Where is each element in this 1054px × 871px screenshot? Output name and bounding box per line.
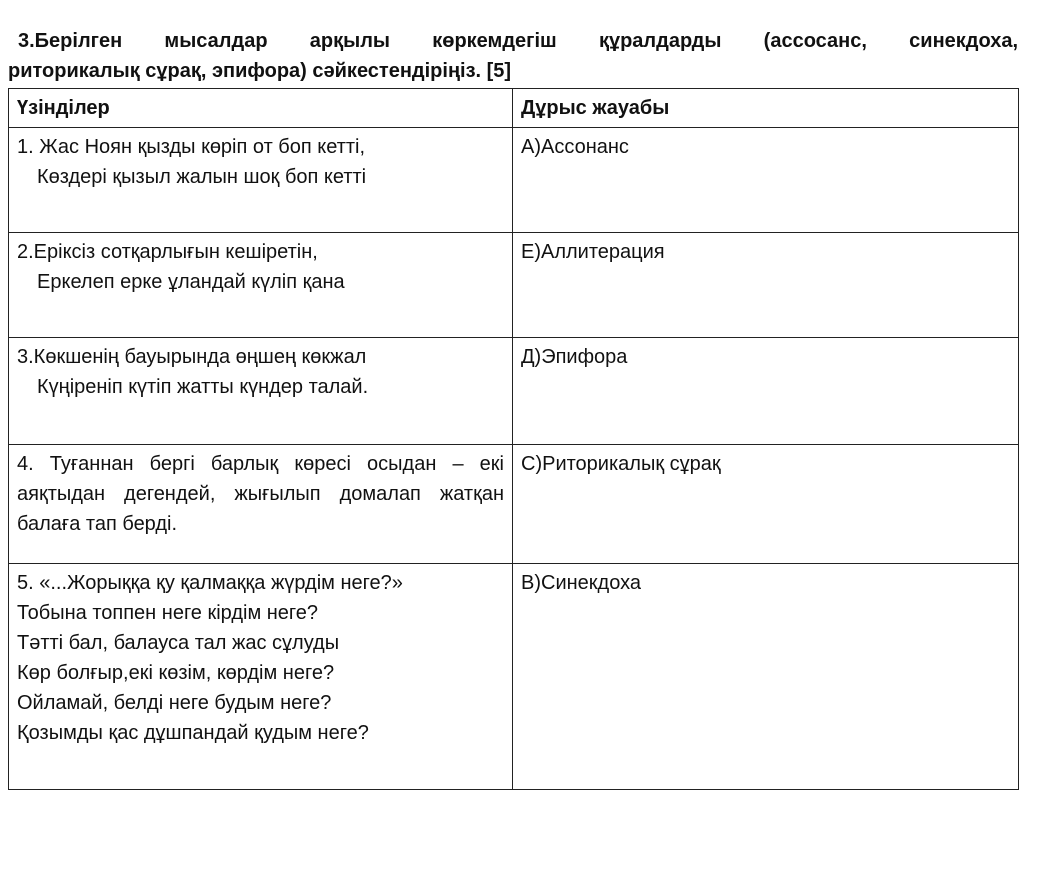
- excerpt-line: 2.Еріксіз сотқарлығын кешіретін,: [17, 241, 318, 263]
- excerpt-line: Қозымды қас дұшпандай қудым неге?: [17, 722, 369, 744]
- excerpt-line: Көр болғыр,екі көзім, көрдім неге?: [17, 662, 335, 684]
- excerpt-line: Тәтті бал, балауса тал жас сұлуды: [17, 632, 340, 654]
- excerpt-line: Ойламай, белді неге будым неге?: [17, 692, 332, 714]
- excerpt-line: Көздері қызыл жалын шоқ боп кетті: [37, 166, 367, 188]
- table-row: [9, 128, 1019, 233]
- answer-cell: [513, 128, 1019, 233]
- answer-cell: [513, 233, 1019, 338]
- excerpt-line: 5. «...Жорыққа қу қалмаққа жүрдім неге?»: [17, 572, 403, 594]
- answer-text: В)Синекдоха: [521, 572, 641, 594]
- table-row: [9, 445, 1019, 564]
- header-excerpts: Үзінділер: [9, 89, 513, 128]
- excerpt-cell: [9, 338, 513, 445]
- excerpt-cell: [9, 128, 513, 233]
- excerpt-line: Еркелеп ерке ұландай күліп қана: [37, 271, 345, 293]
- excerpt-cell: [9, 445, 513, 564]
- excerpt-line: 1. Жас Ноян қызды көріп от боп кетті,: [17, 136, 366, 158]
- question-line-2: риторикалық сұрақ, эпифора) сәйкестендіріңіз. [5]: [8, 60, 512, 82]
- header-correct-answer: Дұрыс жауабы: [513, 89, 1019, 128]
- answer-text: А)Ассонанс: [521, 136, 629, 158]
- task-question: [8, 26, 1018, 86]
- table-row: [9, 564, 1019, 790]
- answer-text: С)Риторикалық сұрақ: [521, 453, 721, 475]
- table-row: [9, 338, 1019, 445]
- excerpt-line: Күңіреніп күтіп жатты күндер талай.: [37, 376, 369, 398]
- excerpt-line: 3.Көкшенің бауырында өңшең көкжал: [17, 346, 367, 368]
- answer-cell: [513, 445, 1019, 564]
- answer-cell: [513, 564, 1019, 790]
- matching-table: [8, 88, 1019, 790]
- answer-cell: [513, 338, 1019, 445]
- question-line-1: 3.Берілген мысалдар арқылы көркемдегіш құралдарды (ассосанс, синекдоха,: [18, 30, 1018, 52]
- table-header-row: [9, 89, 1019, 128]
- excerpt-cell: [9, 233, 513, 338]
- excerpt-line: Тобына топпен неге кірдім неге?: [17, 602, 319, 624]
- table-row: [9, 233, 1019, 338]
- answer-text: Е)Аллитерация: [521, 241, 665, 263]
- answer-text: Д)Эпифора: [521, 346, 628, 368]
- excerpt-line: 4. Туғаннан бергі барлық көресі осыдан – екі аяқтыдан дегендей, жығылып домалап жатқан балаға тап берді.: [17, 453, 504, 535]
- excerpt-cell: [9, 564, 513, 790]
